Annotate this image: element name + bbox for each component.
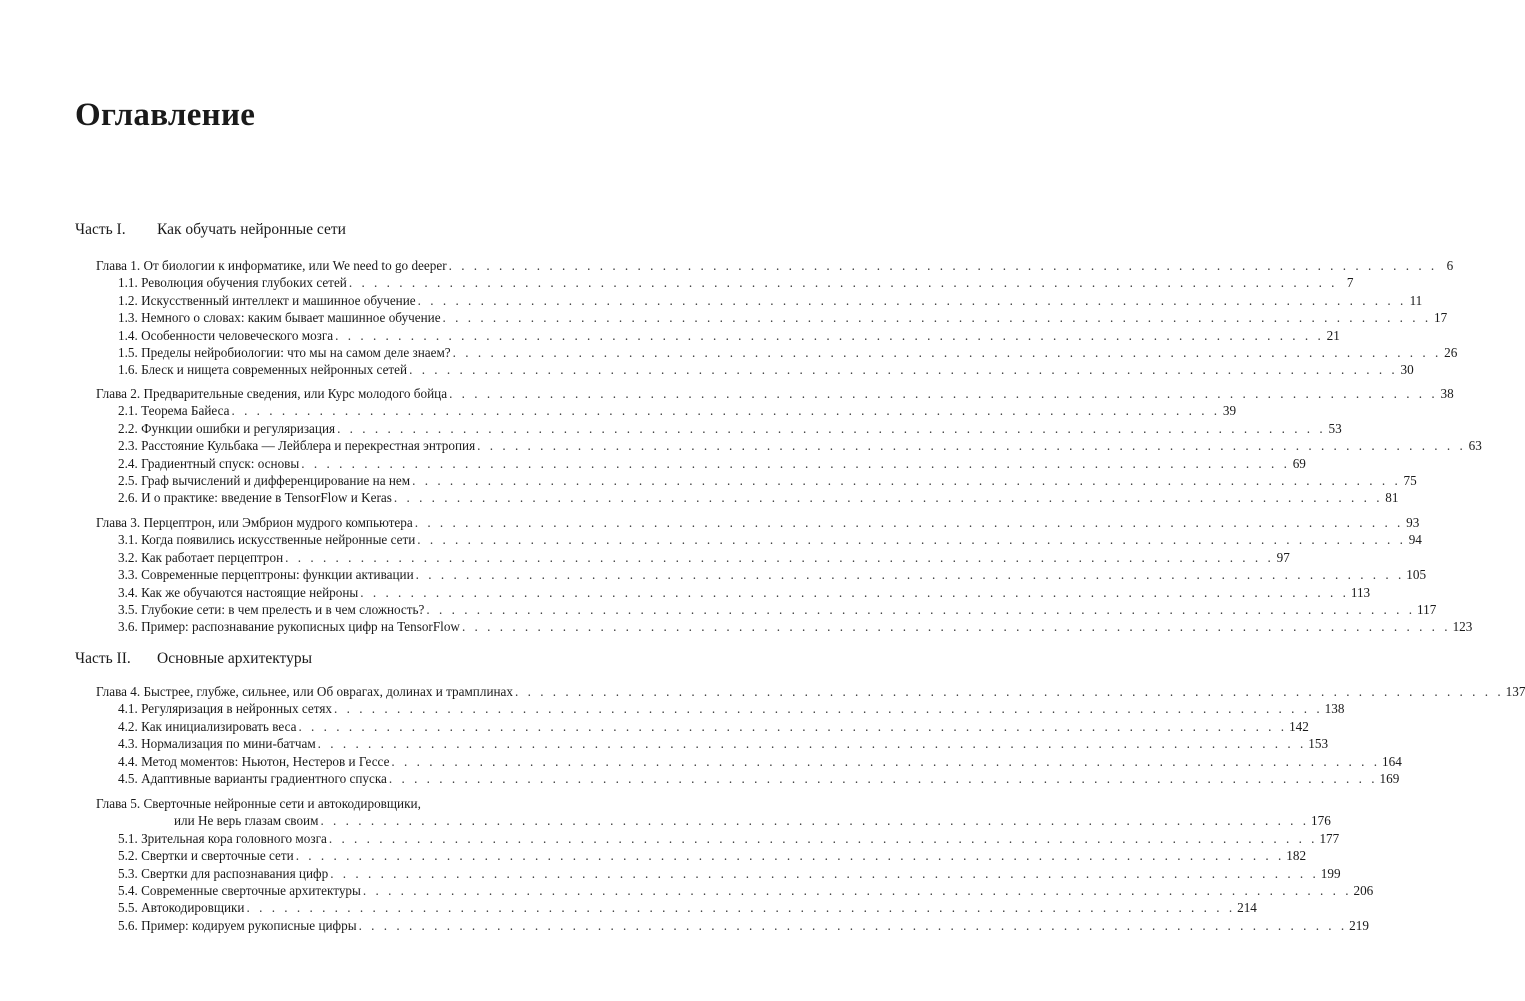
dot-leader: . . . . . . . . . . . . . . . . . . . . . . . . . . . . . . . . . . . . . . . . . . . . . . . . . . . . . . . . . . . . . . . . . . . . . . . . . . . . . . . bbox=[417, 292, 1407, 308]
chapter-block bbox=[96, 257, 1458, 379]
dot-leader: . . . . . . . . . . . . . . . . . . . . . . . . . . . . . . . . . . . . . . . . . . . . . . . . . . . . . . . . . . . . . . . . . . . . . . . . . . . . . . . bbox=[360, 584, 1349, 600]
dot-leader: . . . . . . . . . . . . . . . . . . . . . . . . . . . . . . . . . . . . . . . . . . . . . . . . . . . . . . . . . . . . . . . . . . . . . . . . . . . . . . . bbox=[461, 619, 1451, 635]
dot-leader: . . . . . . . . . . . . . . . . . . . . . . . . . . . . . . . . . . . . . . . . . . . . . . . . . . . . . . . . . . . . . . . . . . . . . . . . . . . . . . . bbox=[298, 718, 1288, 734]
toc-title: 2.6. И о практике: введение в TensorFlow и Keras bbox=[118, 490, 392, 506]
page-number: 123 bbox=[1452, 619, 1473, 635]
section-entry[interactable] bbox=[96, 420, 1342, 437]
section-entry[interactable] bbox=[96, 700, 1345, 717]
dot-leader: . . . . . . . . . . . . . . . . . . . . . . . . . . . . . . . . . . . . . . . . . . . . . . . . . . . . . . . . . . . . . . . . . . . . . . . . . . . . . . . bbox=[412, 472, 1401, 488]
chapter-entry-continued[interactable] bbox=[96, 812, 1331, 829]
dot-leader: . . . . . . . . . . . . . . . . . . . . . . . . . . . . . . . . . . . . . . . . . . . . . . . . . . . . . . . . . . . . . . . . . . . . . . . . . . . . . . . bbox=[317, 736, 1307, 752]
section-entry[interactable] bbox=[96, 361, 1414, 378]
page-number: 182 bbox=[1286, 848, 1307, 864]
toc-title: 1.3. Немного о словах: каким бывает машинное обучение bbox=[118, 310, 441, 326]
toc-title: 2.4. Градиентный спуск: основы bbox=[118, 455, 300, 471]
dot-leader: . . . . . . . . . . . . . . . . . . . . . . . . . . . . . . . . . . . . . . . . . . . . . . . . . . . . . . . . . . . . . . . . . . . . . . . . . . . . . . . bbox=[334, 701, 1323, 717]
chapter-entry[interactable] bbox=[96, 683, 1525, 700]
toc-title: Глава 5. Сверточные нейронные сети и автокодировщики, bbox=[96, 796, 421, 811]
chapter-entry[interactable] bbox=[96, 795, 637, 812]
page-number: 137 bbox=[1505, 684, 1525, 699]
toc-title: 1.2. Искусственный интеллект и машинное обучение bbox=[118, 292, 416, 308]
page-number: 206 bbox=[1353, 882, 1374, 898]
toc-title: 1.4. Особенности человеческого мозга bbox=[118, 327, 334, 343]
toc-title: 2.3. Расстояние Кульбака — Лейблера и перекрестная энтропия bbox=[118, 438, 476, 454]
section-entry[interactable] bbox=[96, 847, 1307, 864]
section-entry[interactable] bbox=[96, 549, 1290, 566]
toc-title: 5.4. Современные сверточные архитектуры bbox=[118, 882, 361, 898]
section-entry[interactable] bbox=[96, 830, 1340, 847]
page-number: 97 bbox=[1276, 549, 1290, 565]
dot-leader: . . . . . . . . . . . . . . . . . . . . . . . . . . . . . . . . . . . . . . . . . . . . . . . . . . . . . . . . . . . . . . . . . . . . . . . . . . . . . . . bbox=[409, 362, 1398, 378]
dot-leader: . . . . . . . . . . . . . . . . . . . . . . . . . . . . . . . . . . . . . . . . . . . . . . . . . . . . . . . . . . . . . . . . . . . . . . . . . . . . . . . bbox=[449, 386, 1438, 401]
section-entry[interactable] bbox=[96, 566, 1427, 583]
dot-leader: . . . . . . . . . . . . . . . . . . . . . . . . . . . . . . . . . . . . . . . . . . . . . . . . . . . . . . . . . . . . . . . . . . . . . . . . . . . . . . . bbox=[426, 601, 1416, 617]
dot-leader: . . . . . . . . . . . . . . . . . . . . . . . . . . . . . . . . . . . . . . . . . . . . . . . . . . . . . . . . . . . . . . . . . . . . . . . . . . . . . . . bbox=[388, 770, 1378, 786]
toc-title: 2.2. Функции ошибки и регуляризация bbox=[118, 420, 336, 436]
toc-title: Глава 1. От биологии к информатике, или We need to go deeper bbox=[96, 258, 447, 273]
page-number: 17 bbox=[1433, 310, 1448, 326]
toc-title: 3.2. Как работает перцептрон bbox=[118, 549, 284, 565]
dot-leader: . . . . . . . . . . . . . . . . . . . . . . . . . . . . . . . . . . . . . . . . . . . . . . . . . . . . . . . . . . . . . . . . . . . . . . . . . . . . . . . bbox=[515, 684, 1504, 699]
section-entry[interactable] bbox=[96, 455, 1306, 472]
section-entry[interactable] bbox=[96, 274, 1354, 291]
section-entry[interactable] bbox=[96, 601, 1437, 618]
page-number: 6 bbox=[1446, 258, 1454, 273]
toc-title: 5.2. Свертки и сверточные сети bbox=[118, 848, 294, 864]
dot-leader: . . . . . . . . . . . . . . . . . . . . . . . . . . . . . . . . . . . . . . . . . . . . . . . . . . . . . . . . . . . . . . . . . . . . . . . . . . . . . . . bbox=[330, 865, 1319, 881]
toc-title: Глава 3. Перцептрон, или Эмбрион мудрого компьютера bbox=[96, 515, 413, 530]
page-number: 53 bbox=[1328, 420, 1342, 436]
dot-leader: . . . . . . . . . . . . . . . . . . . . . . . . . . . . . . . . . . . . . . . . . . . . . . . . . . . . . . . . . . . . . . . . . . . . . . . . . . . . . . . bbox=[477, 438, 1466, 454]
section-entry[interactable] bbox=[96, 437, 1482, 454]
toc-title: 3.4. Как же обучаются настоящие нейроны bbox=[118, 584, 359, 600]
toc-title: 5.3. Свертки для распознавания цифр bbox=[118, 865, 329, 881]
section-entry[interactable] bbox=[96, 489, 1399, 506]
toc-title: 3.5. Глубокие сети: в чем прелесть и в чем сложность? bbox=[118, 601, 425, 617]
toc-title: 4.2. Как инициализировать веса bbox=[118, 718, 297, 734]
toc-title: или Не верь глазам своим bbox=[174, 813, 319, 829]
section-entry[interactable] bbox=[96, 309, 1448, 326]
page-number: 26 bbox=[1444, 344, 1458, 360]
dot-leader: . . . . . . . . . . . . . . . . . . . . . . . . . . . . . . . . . . . . . . . . . . . . . . . . . . . . . . . . . . . . . . . . . . . . . . . . . . . . . . . bbox=[391, 753, 1381, 769]
page-number: 153 bbox=[1308, 736, 1329, 752]
page-number: 38 bbox=[1440, 386, 1454, 401]
dot-leader: . . . . . . . . . . . . . . . . . . . . . . . . . . . . . . . . . . . . . . . . . . . . . . . . . . . . . . . . . . . . . . . . . . . . . . . . . . . . . . . bbox=[285, 549, 1274, 565]
dot-leader: . . . . . . . . . . . . . . . . . . . . . . . . . . . . . . . . . . . . . . . . . . . . . . . . . . . . . . . . . . . . . . . . . . . . . . . . . . . . . . . bbox=[417, 532, 1406, 548]
dot-leader: . . . . . . . . . . . . . . . . . . . . . . . . . . . . . . . . . . . . . . . . . . . . . . . . . . . . . . . . . . . . . . . . . . . . . . . . . . . . . . . bbox=[362, 882, 1352, 898]
part-title: Основные архитектуры bbox=[157, 650, 313, 667]
toc-title: 4.4. Метод моментов: Ньютон, Нестеров и Гессе bbox=[118, 753, 390, 769]
page-number: 69 bbox=[1292, 455, 1306, 471]
part-heading bbox=[75, 650, 312, 668]
section-entry[interactable] bbox=[96, 344, 1458, 361]
chapter-entry[interactable] bbox=[96, 385, 1454, 402]
toc-title: 2.5. Граф вычислений и дифференцирование на нем bbox=[118, 472, 411, 488]
toc-title: 3.6. Пример: распознавание рукописных цифр на TensorFlow bbox=[118, 619, 460, 635]
page-number: 63 bbox=[1468, 438, 1482, 454]
chapter-entry[interactable] bbox=[96, 257, 1454, 274]
section-entry[interactable] bbox=[96, 584, 1371, 601]
page-number: 214 bbox=[1237, 900, 1257, 916]
toc-title: 5.5. Автокодировщики bbox=[118, 900, 245, 916]
dot-leader: . . . . . . . . . . . . . . . . . . . . . . . . . . . . . . . . . . . . . . . . . . . . . . . . . . . . . . . . . . . . . . . . . . . . . . . . . . . . . . . bbox=[452, 344, 1442, 360]
dot-leader: . . . . . . . . . . . . . . . . . . . . . . . . . . . . . . . . . . . . . . . . . . . . . . . . . . . . . . . . . . . . . . . . . . . . . . . . . . . . . . . bbox=[231, 403, 1221, 419]
section-entry[interactable] bbox=[96, 402, 1237, 419]
section-entry[interactable] bbox=[96, 899, 1257, 916]
part-title: Как обучать нейронные сети bbox=[157, 221, 346, 238]
toc-title: 4.5. Адаптивные варианты градиентного спуска bbox=[118, 770, 387, 786]
part-heading bbox=[75, 221, 346, 239]
section-entry[interactable] bbox=[96, 735, 1329, 752]
page-number: 105 bbox=[1406, 567, 1427, 583]
dot-leader: . . . . . . . . . . . . . . . . . . . . . . . . . . . . . . . . . . . . . . . . . . . . . . . . . . . . . . . . . . . . . . . . . . . . . . . . . . . . . . . bbox=[442, 310, 1432, 326]
section-entry[interactable] bbox=[96, 472, 1417, 489]
page-number: 75 bbox=[1403, 472, 1417, 488]
page-number: 219 bbox=[1349, 917, 1369, 933]
page-number: 199 bbox=[1320, 865, 1341, 881]
page-number: 81 bbox=[1385, 490, 1399, 506]
toc-title: 3.1. Когда появились искусственные нейронные сети bbox=[118, 532, 416, 548]
dot-leader: . . . . . . . . . . . . . . . . . . . . . . . . . . . . . . . . . . . . . . . . . . . . . . . . . . . . . . . . . . . . . . . . . . . . . . . . . . . . . . . bbox=[328, 830, 1318, 846]
toc-title: 5.1. Зрительная кора головного мозга bbox=[118, 830, 327, 846]
page-number: 113 bbox=[1350, 584, 1371, 600]
chapter-block bbox=[96, 683, 1525, 787]
page-number: 39 bbox=[1222, 403, 1237, 419]
chapter-block bbox=[96, 795, 1374, 934]
toc-title: 1.1. Революция обучения глубоких сетей bbox=[118, 275, 347, 291]
page-number: 11 bbox=[1409, 292, 1423, 308]
dot-leader: . . . . . . . . . . . . . . . . . . . . . . . . . . . . . . . . . . . . . . . . . . . . . . . . . . . . . . . . . . . . . . . . . . . . . . . . . . . . . . . bbox=[246, 900, 1236, 916]
dot-leader: . . . . . . . . . . . . . . . . . . . . . . . . . . . . . . . . . . . . . . . . . . . . . . . . . . . . . . . . . . . . . . . . . . . . . . . . . . . . . . . bbox=[415, 567, 1405, 583]
toc-title: 5.6. Пример: кодируем рукописные цифры bbox=[118, 917, 357, 933]
page-number: 93 bbox=[1406, 515, 1420, 530]
dot-leader: . . . . . . . . . . . . . . . . . . . . . . . . . . . . . . . . . . . . . . . . . . . . . . . . . . . . . . . . . . . . . . . . . . . . . . . . . . . . . . . bbox=[448, 258, 1438, 273]
section-entry[interactable] bbox=[96, 618, 1473, 635]
page-title: Оглавление bbox=[75, 97, 256, 133]
dot-leader: . . . . . . . . . . . . . . . . . . . . . . . . . . . . . . . . . . . . . . . . . . . . . . . . . . . . . . . . . . . . . . . . . . . . . . . . . . . . . . . bbox=[301, 455, 1290, 471]
dot-leader: . . . . . . . . . . . . . . . . . . . . . . . . . . . . . . . . . . . . . . . . . . . . . . . . . . . . . . . . . . . . . . . . . . . . . . . . . . . . . . . bbox=[414, 515, 1404, 530]
toc-title: 1.5. Пределы нейробиологии: что мы на самом деле знаем? bbox=[118, 344, 451, 360]
toc-title: 2.1. Теорема Байеса bbox=[118, 403, 230, 419]
toc-title: 4.1. Регуляризация в нейронных сетях bbox=[118, 701, 333, 717]
dot-leader: . . . . . . . . . . . . . . . . . . . . . . . . . . . . . . . . . . . . . . . . . . . . . . . . . . . . . . . . . . . . . . . . . . . . . . . . . . . . . . . bbox=[358, 917, 1348, 933]
section-entry[interactable] bbox=[96, 753, 1402, 770]
page-number: 177 bbox=[1319, 830, 1340, 846]
part-number: Часть II. bbox=[75, 650, 131, 667]
dot-leader: . . . . . . . . . . . . . . . . . . . . . . . . . . . . . . . . . . . . . . . . . . . . . . . . . . . . . . . . . . . . . . . . . . . . . . . . . . . . . . . bbox=[320, 813, 1310, 829]
dot-leader: . . . . . . . . . . . . . . . . . . . . . . . . . . . . . . . . . . . . . . . . . . . . . . . . . . . . . . . . . . . . . . . . . . . . . . . . . . . . . . . bbox=[295, 848, 1285, 864]
chapter-block bbox=[96, 514, 1473, 636]
section-entry[interactable] bbox=[96, 770, 1400, 787]
page-number: 176 bbox=[1311, 813, 1331, 829]
chapter-block bbox=[96, 385, 1482, 507]
toc-title: 1.6. Блеск и нищета современных нейронных сетей bbox=[118, 362, 408, 378]
section-entry[interactable] bbox=[96, 292, 1423, 309]
section-entry[interactable] bbox=[96, 882, 1374, 899]
dot-leader: . . . . . . . . . . . . . . . . . . . . . . . . . . . . . . . . . . . . . . . . . . . . . . . . . . . . . . . . . . . . . . . . . . . . . . . . . . . . . . . bbox=[393, 490, 1383, 506]
section-entry[interactable] bbox=[96, 531, 1422, 548]
page-number: 169 bbox=[1379, 770, 1400, 786]
page-number: 21 bbox=[1326, 327, 1340, 343]
page-number: 164 bbox=[1382, 753, 1402, 769]
chapter-entry[interactable] bbox=[96, 514, 1420, 531]
section-entry[interactable] bbox=[96, 327, 1340, 344]
toc-title: 4.3. Нормализация по мини-батчам bbox=[118, 736, 316, 752]
page-number: 138 bbox=[1324, 701, 1345, 717]
page-number: 94 bbox=[1408, 532, 1422, 548]
toc-title: Глава 2. Предварительные сведения, или Курс молодого бойца bbox=[96, 386, 448, 401]
dot-leader: . . . . . . . . . . . . . . . . . . . . . . . . . . . . . . . . . . . . . . . . . . . . . . . . . . . . . . . . . . . . . . . . . . . . . . . . . . . . . . . bbox=[337, 420, 1326, 436]
part-number: Часть I. bbox=[75, 221, 126, 238]
dot-leader: . . . . . . . . . . . . . . . . . . . . . . . . . . . . . . . . . . . . . . . . . . . . . . . . . . . . . . . . . . . . . . . . . . . . . . . . . . . . . . . bbox=[348, 275, 1338, 291]
section-entry[interactable] bbox=[96, 718, 1309, 735]
page-number: 117 bbox=[1417, 601, 1437, 617]
section-entry[interactable] bbox=[96, 917, 1369, 934]
page-number: 142 bbox=[1289, 718, 1309, 734]
toc-title: 3.3. Современные перцептроны: функции активации bbox=[118, 567, 414, 583]
page-number: 7 bbox=[1346, 275, 1354, 291]
section-entry[interactable] bbox=[96, 865, 1341, 882]
toc-title: Глава 4. Быстрее, глубже, сильнее, или Об оврагах, долинах и трамплинах bbox=[96, 684, 514, 699]
page-number: 30 bbox=[1400, 362, 1414, 378]
dot-leader: . . . . . . . . . . . . . . . . . . . . . . . . . . . . . . . . . . . . . . . . . . . . . . . . . . . . . . . . . . . . . . . . . . . . . . . . . . . . . . . bbox=[335, 327, 1324, 343]
